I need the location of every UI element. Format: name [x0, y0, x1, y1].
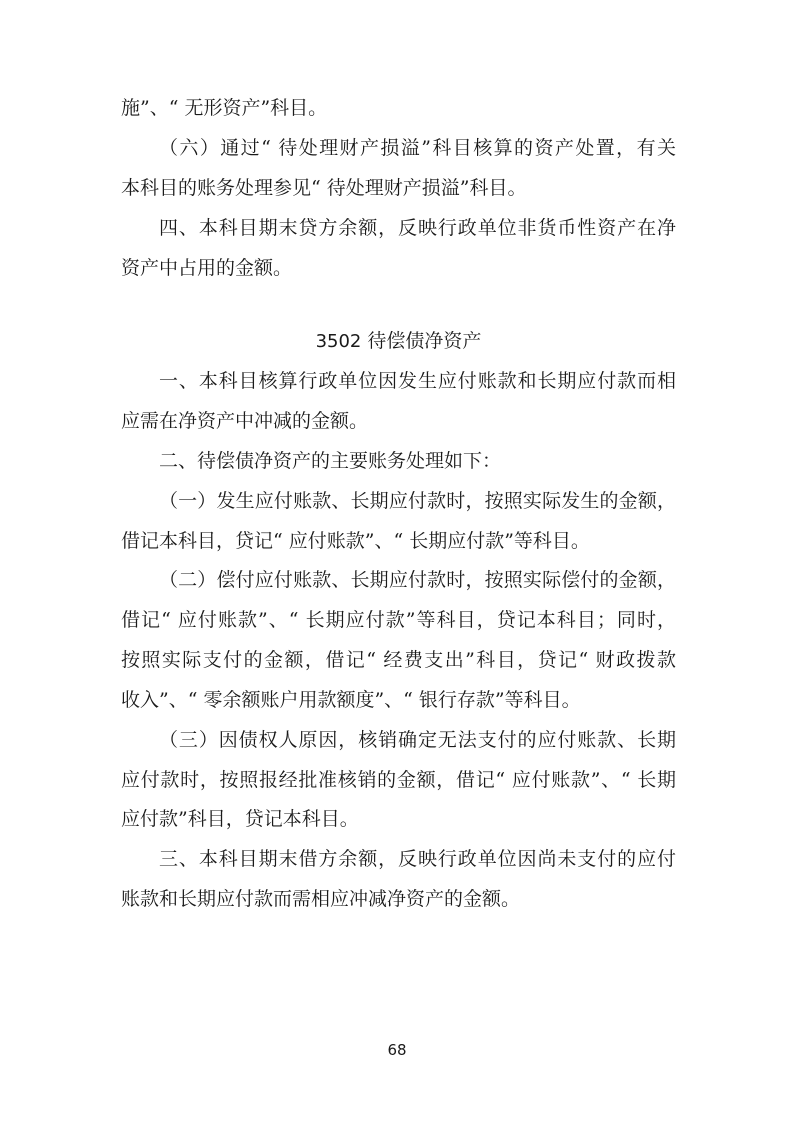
- text-line: 应付款”科目，贷记本科目。: [121, 808, 359, 830]
- text-line: 本科目的账务处理参见“ 待处理财产损溢”科目。: [121, 177, 527, 199]
- text-line: （一）发生应付账款、长期应付款时，按照实际发生的金额，: [159, 490, 676, 512]
- section-code: 3502: [315, 331, 362, 352]
- text-line: 按照实际支付的金额，借记“ 经费支出”科目，贷记“ 财政拨款: [121, 649, 676, 671]
- text-line: 施”、“ 无形资产”科目。: [121, 97, 328, 119]
- section-heading: [121, 328, 676, 354]
- text-line: 应付款时，按照报经批准核销的金额，借记“ 应付账款”、“ 长期: [121, 769, 676, 791]
- text-line: 应需在净资产中冲减的金额。: [121, 410, 369, 432]
- page-number: 68: [387, 1041, 407, 1059]
- section-title: 待偿债净资产: [367, 330, 482, 352]
- text-line: （六）通过“ 待处理财产损溢”科目核算的资产处置，有关: [159, 137, 676, 159]
- text-line: 一、本科目核算行政单位因发生应付账款和长期应付款而相: [159, 370, 676, 392]
- text-line: 借记“ 应付账款”、“ 长期应付款”等科目，贷记本科目；同时，: [121, 609, 676, 631]
- text-line: （三）因债权人原因，核销确定无法支付的应付账款、长期: [159, 729, 676, 751]
- text-line: 借记本科目，贷记“ 应付账款”、“ 长期应付款”等科目。: [121, 530, 590, 552]
- text-line: 二、待偿债净资产的主要账务处理如下：: [159, 450, 502, 472]
- text-line: 收入”、“ 零余额账户用款额度”、“ 银行存款”等科目。: [121, 689, 581, 711]
- text-line: 四、本科目期末贷方余额，反映行政单位非货币性资产在净: [159, 217, 676, 239]
- text-line: 三、本科目期末借方余额，反映行政单位因尚未支付的应付: [159, 848, 676, 870]
- text-line: （二）偿付应付账款、长期应付款时，按照实际偿付的金额，: [159, 569, 676, 591]
- text-line: 资产中占用的金额。: [121, 257, 293, 279]
- text-line: 账款和长期应付款而需相应冲减净资产的金额。: [121, 888, 521, 910]
